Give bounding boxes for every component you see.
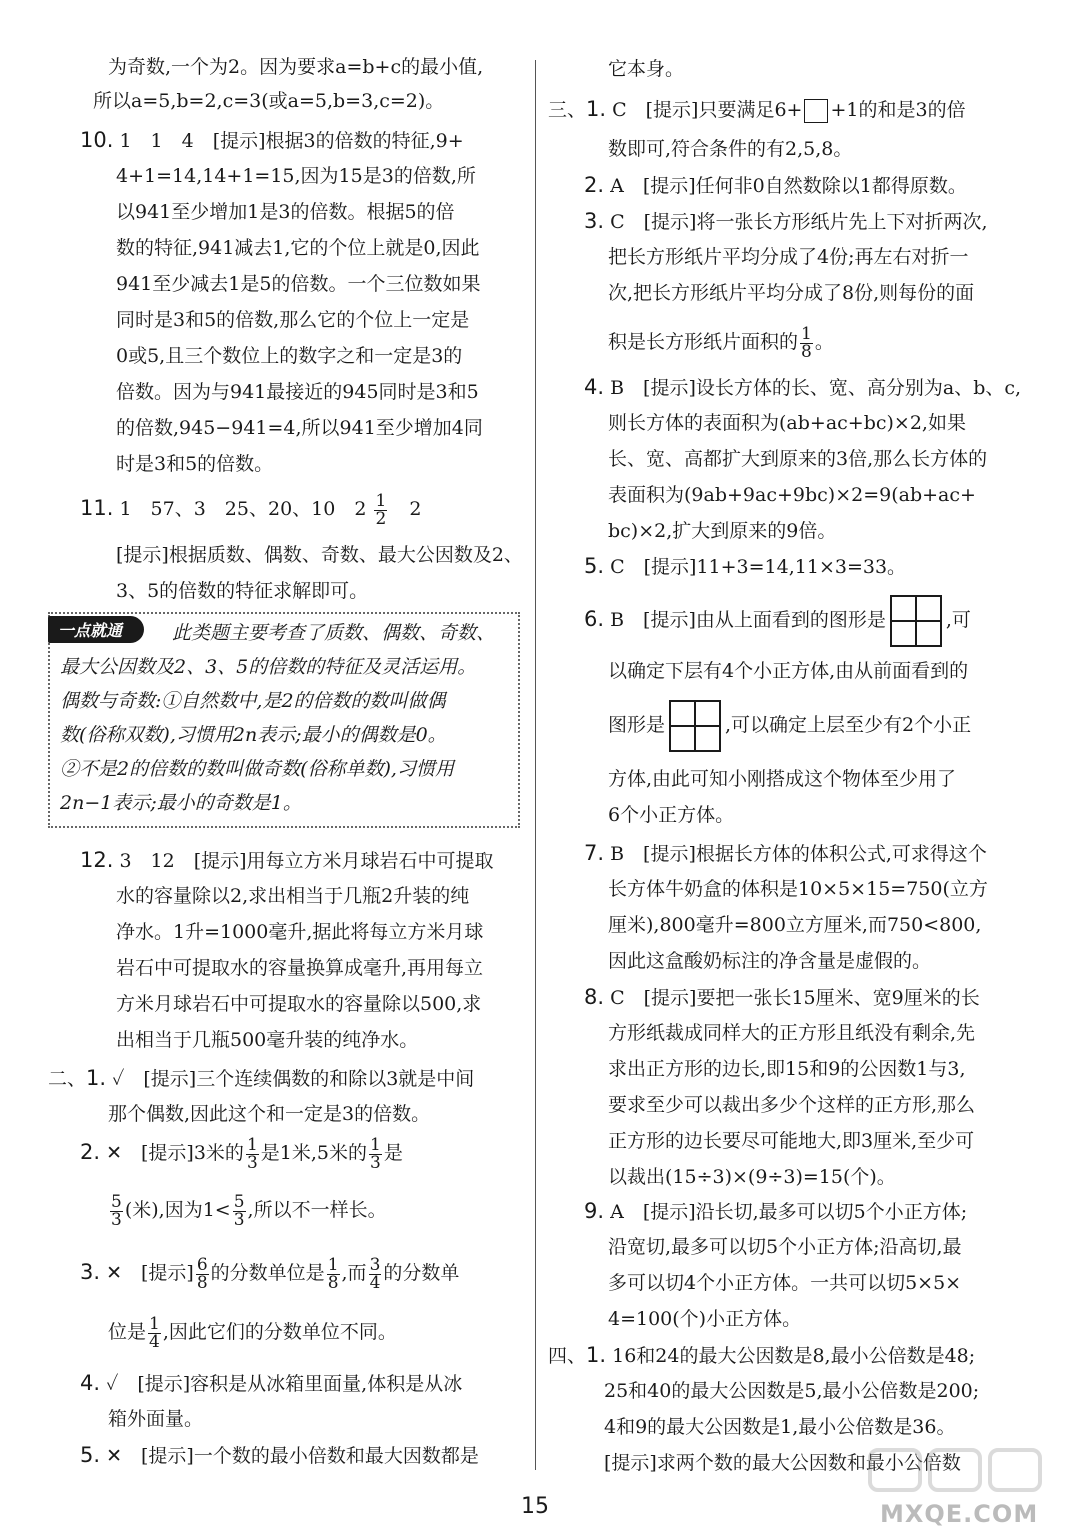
tip-line: 2n−1表示;最小的奇数是1。 (60, 792, 302, 814)
text-line: 则长方体的表面积为(ab+ac+bc)×2,如果 (608, 412, 966, 434)
answer-text: 的分数单 (383, 1262, 460, 1284)
text-line: 25和40的最大公因数是5,最小公倍数是200; (604, 1380, 980, 1402)
tip-badge: 一点就通 (48, 616, 144, 643)
fraction: $\frac{1}{8}$ (801, 323, 812, 362)
section-2-q2 (80, 1130, 403, 1174)
text-line: 厘米),800毫升=800立方厘米,而750<800, (608, 914, 982, 936)
answer-text: 图形是 (608, 714, 666, 736)
section-3-q3 (584, 206, 988, 238)
answer-text: A [提示]任何非0自然数除以1都得原数。 (610, 175, 967, 197)
question-number: 6. (584, 607, 605, 631)
text-line: 4+1=14,14+1=15,因为15是3的倍数,所 (116, 165, 476, 187)
tip-box (48, 612, 520, 828)
answer-text: 2 (409, 498, 422, 520)
question-number: 3. (584, 209, 605, 233)
fraction: $\frac{5}{3}$ (111, 1191, 122, 1230)
answer-text: 是 (383, 1142, 403, 1164)
text-line: 水的容量除以2,求出相当于几瓶2升装的纯 (116, 885, 470, 907)
answer-text: 1 1 4 [提示]根据3的倍数的特征,9+ (119, 130, 464, 152)
text-line: 长方体牛奶盒的体积是10×5×15=750(立方 (608, 878, 988, 900)
question-number: 3. (80, 1260, 101, 1284)
section-3-q4 (584, 372, 1021, 404)
text-line: 以941至少增加1是3的倍数。根据5的倍 (116, 201, 455, 223)
fraction: $\frac{1}{8}$ (327, 1254, 339, 1293)
text-line: 沿宽切,最多可以切5个小正方体;沿高切,最 (608, 1236, 962, 1258)
text-line: 次,把长方形纸片平均分成了8份,则每份的面 (608, 282, 975, 304)
tip-line: 最大公因数及2、3、5的倍数的特征及灵活运用。 (60, 656, 477, 678)
text-line: 倍数。因为与941最接近的945同时是3和5 (116, 381, 479, 403)
answer-text: +1的和是3的倍 (830, 99, 966, 121)
section-3-q1 (548, 94, 966, 126)
front-view-grid-icon (669, 700, 721, 752)
text-line: 那个偶数,因此这个和一定是3的倍数。 (108, 1103, 431, 1125)
question-number: 5. (584, 554, 605, 578)
question-12 (80, 845, 494, 877)
fraction: $\frac{6}{8}$ (196, 1254, 208, 1293)
watermark-text: MXQE.COM (880, 1500, 1039, 1528)
question-number: 1. (86, 1066, 107, 1090)
answer-text: 积是长方形纸片面积的 (608, 331, 799, 353)
text-line: 的倍数,945−941=4,所以941至少增加4同 (116, 417, 483, 439)
text-line: 数的特征,941减去1,它的个位上就是0,因此 (116, 237, 480, 259)
section-3-q2 (584, 170, 967, 202)
text-line: 方形纸裁成同样大的正方形且纸没有剩余,先 (608, 1022, 976, 1044)
question-number: 7. (584, 841, 605, 865)
text-line: 要求至少可以裁出多少个这样的正方形,那么 (608, 1094, 976, 1116)
text-line: 箱外面量。 (108, 1408, 204, 1430)
text-line: [提示]根据质数、偶数、奇数、最大公因数及2、 (116, 544, 523, 566)
fraction: $\frac{5}{3}$ (233, 1191, 245, 1230)
section-3-q6 (584, 589, 971, 649)
question-number: 2. (80, 1140, 101, 1164)
text-line: 方体,由此可知小刚搭成这个物体至少用了 (608, 768, 957, 790)
answer-text: ,可以确定上层至少有2个小正 (725, 714, 972, 736)
tip-line: 数(俗称双数),习惯用2n表示;最小的偶数是0。 (60, 724, 447, 746)
text-line: 数即可,符合条件的有2,5,8。 (608, 138, 853, 160)
answer-text: B [提示]根据长方体的体积公式,可求得这个 (610, 843, 987, 865)
question-number: 12. (80, 848, 114, 872)
text-line: 净水。1升=1000毫升,据此将每立方米月球 (116, 921, 484, 943)
text-line (608, 320, 834, 364)
text-line: 4和9的最大公因数是1,最小公倍数是36。 (604, 1416, 956, 1438)
page-number: 15 (521, 1494, 549, 1519)
section-heading: 三、 (548, 99, 587, 121)
answer-text: 16和24的最大公因数是8,最小公倍数是48; (612, 1345, 976, 1367)
answer-text: A [提示]沿长切,最多可以切5个小正方体; (610, 1201, 968, 1223)
question-number: 1. (586, 1343, 607, 1367)
text-line: 岩石中可提取水的容量换算成毫升,再用每立 (116, 957, 484, 979)
text-line: 0或5,且三个数位上的数字之和一定是3的 (116, 345, 463, 367)
question-number: 10. (80, 128, 114, 152)
text-line: 941至少减去1是5的倍数。一个三位数如果 (116, 273, 481, 295)
answer-text: 3 12 [提示]用每立方米月球岩石中可提取 (119, 850, 494, 872)
answer-text: C [提示]只要满足6+ (612, 99, 803, 121)
section-3-q9 (584, 1196, 967, 1228)
section-heading: 四、 (548, 1345, 587, 1367)
question-number: 8. (584, 985, 605, 1009)
text-line: 求出正方形的边长,即15和9的公因数1与3, (608, 1058, 966, 1080)
answer-text: 位是 (108, 1321, 147, 1343)
text-line: 以确定下层有4个小正方体,由从前面看到的 (608, 660, 969, 682)
section-4-q1 (548, 1340, 975, 1372)
text-line: 所以a=5,b=2,c=3(或a=5,b=3,c=2)。 (93, 90, 445, 112)
question-number: 9. (584, 1199, 605, 1223)
fraction: $\frac{1}{2}$ (375, 490, 387, 529)
text-line: 3、5的倍数的特征求解即可。 (116, 580, 369, 602)
question-number: 4. (584, 375, 605, 399)
question-number: 4. (80, 1371, 101, 1395)
answer-text: ,而 (341, 1262, 367, 1284)
answer-text: ✓ [提示]容积是从冰箱里面量,体积是从冰 (106, 1373, 463, 1395)
text-line: 长、宽、高都扩大到原来的3倍,那么长方体的 (608, 448, 988, 470)
answer-text: ,所以不一样长。 (247, 1199, 387, 1221)
text-line (608, 695, 971, 755)
text-line: bc)×2,扩大到原来的9倍。 (608, 520, 837, 542)
answer-text: 的分数单位是 (210, 1262, 325, 1284)
section-3-q7 (584, 838, 987, 870)
answer-text: ✕ [提示] (106, 1262, 194, 1284)
answer-text: ✕ [提示]一个数的最小倍数和最大因数都是 (106, 1445, 479, 1467)
text-line: 6个小正方体。 (608, 804, 735, 826)
question-number: 2. (584, 173, 605, 197)
section-2-q5 (80, 1440, 479, 1472)
fraction: $\frac{1}{3}$ (246, 1134, 258, 1173)
text-line: 它本身。 (608, 58, 685, 80)
text-line: 正方形的边长要尽可能地大,即3厘米,至少可 (608, 1130, 975, 1152)
fraction: $\frac{1}{4}$ (149, 1313, 160, 1352)
section-heading: 二、 (48, 1068, 87, 1090)
answer-text: ✕ [提示]3米的 (106, 1142, 244, 1164)
section-2-q4 (80, 1368, 462, 1400)
blank-box-icon (804, 99, 828, 123)
answer-text: 。 (814, 331, 834, 353)
text-line: 时是3和5的倍数。 (116, 453, 274, 475)
answer-text: C [提示]要把一张长15厘米、宽9厘米的长 (610, 987, 980, 1009)
answer-text: B [提示]由从上面看到的图形是 (610, 609, 886, 631)
text-line: 表面积为(9ab+9ac+9bc)×2=9(ab+ac+ (608, 484, 976, 506)
text-line: 4=100(个)小正方体。 (608, 1308, 802, 1330)
text-line: 以裁出(15÷3)×(9÷3)=15(个)。 (608, 1166, 896, 1188)
answer-text: ✓ [提示]三个连续偶数的和除以3就是中间 (112, 1068, 475, 1090)
section-3-q8 (584, 982, 980, 1014)
text-line: [提示]求两个数的最大公因数和最小公倍数 (604, 1452, 961, 1474)
section-2-q1 (48, 1063, 474, 1095)
column-divider (535, 60, 536, 1470)
question-number: 1. (586, 97, 607, 121)
text-line: 方米月球岩石中可提取水的容量除以500,求 (116, 993, 482, 1015)
fraction: $\frac{1}{3}$ (369, 1134, 381, 1173)
text-line: 为奇数,一个为2。因为要求a=b+c的最小值, (108, 56, 484, 78)
fraction: $\frac{3}{4}$ (369, 1254, 381, 1293)
top-view-grid-icon (890, 595, 942, 647)
text-line: 多可以切4个小正方体。一共可以切5×5× (608, 1272, 962, 1294)
answer-text: C [提示]将一张长方形纸片先上下对折两次, (610, 211, 988, 233)
answer-text: 1 57、3 25、20、10 2 (119, 498, 367, 520)
question-number: 11. (80, 496, 114, 520)
tip-line: 此类题主要考查了质数、偶数、奇数、 (172, 622, 496, 644)
text-line: 因此这盒酸奶标注的净含量是虚假的。 (608, 950, 932, 972)
answer-text: C [提示]11+3=14,11×3=33。 (610, 556, 907, 578)
answer-text: ,可 (945, 609, 971, 631)
answer-text: (米),因为1< (124, 1199, 231, 1221)
answer-text: B [提示]设长方体的长、宽、高分别为a、b、c, (610, 377, 1022, 399)
question-10 (80, 125, 464, 157)
text-line (108, 1188, 387, 1232)
text-line: 把长方形纸片平均分成了4份;再左右对折一 (608, 246, 969, 268)
text-line: 出相当于几瓶500毫升装的纯净水。 (116, 1029, 419, 1051)
section-3-q5 (584, 551, 906, 583)
question-number: 5. (80, 1443, 101, 1467)
question-11 (80, 486, 421, 530)
tip-line: ②不是2的倍数的数叫做奇数(俗称单数),习惯用 (60, 758, 454, 780)
answer-text: ,因此它们的分数单位不同。 (162, 1321, 397, 1343)
answer-text: 是1米,5米的 (260, 1142, 367, 1164)
tip-line: 偶数与奇数:①自然数中,是2的倍数的数叫做偶 (60, 690, 446, 712)
section-2-q3 (80, 1250, 459, 1294)
text-line (108, 1310, 397, 1354)
text-line: 同时是3和5的倍数,那么它的个位上一定是 (116, 309, 470, 331)
